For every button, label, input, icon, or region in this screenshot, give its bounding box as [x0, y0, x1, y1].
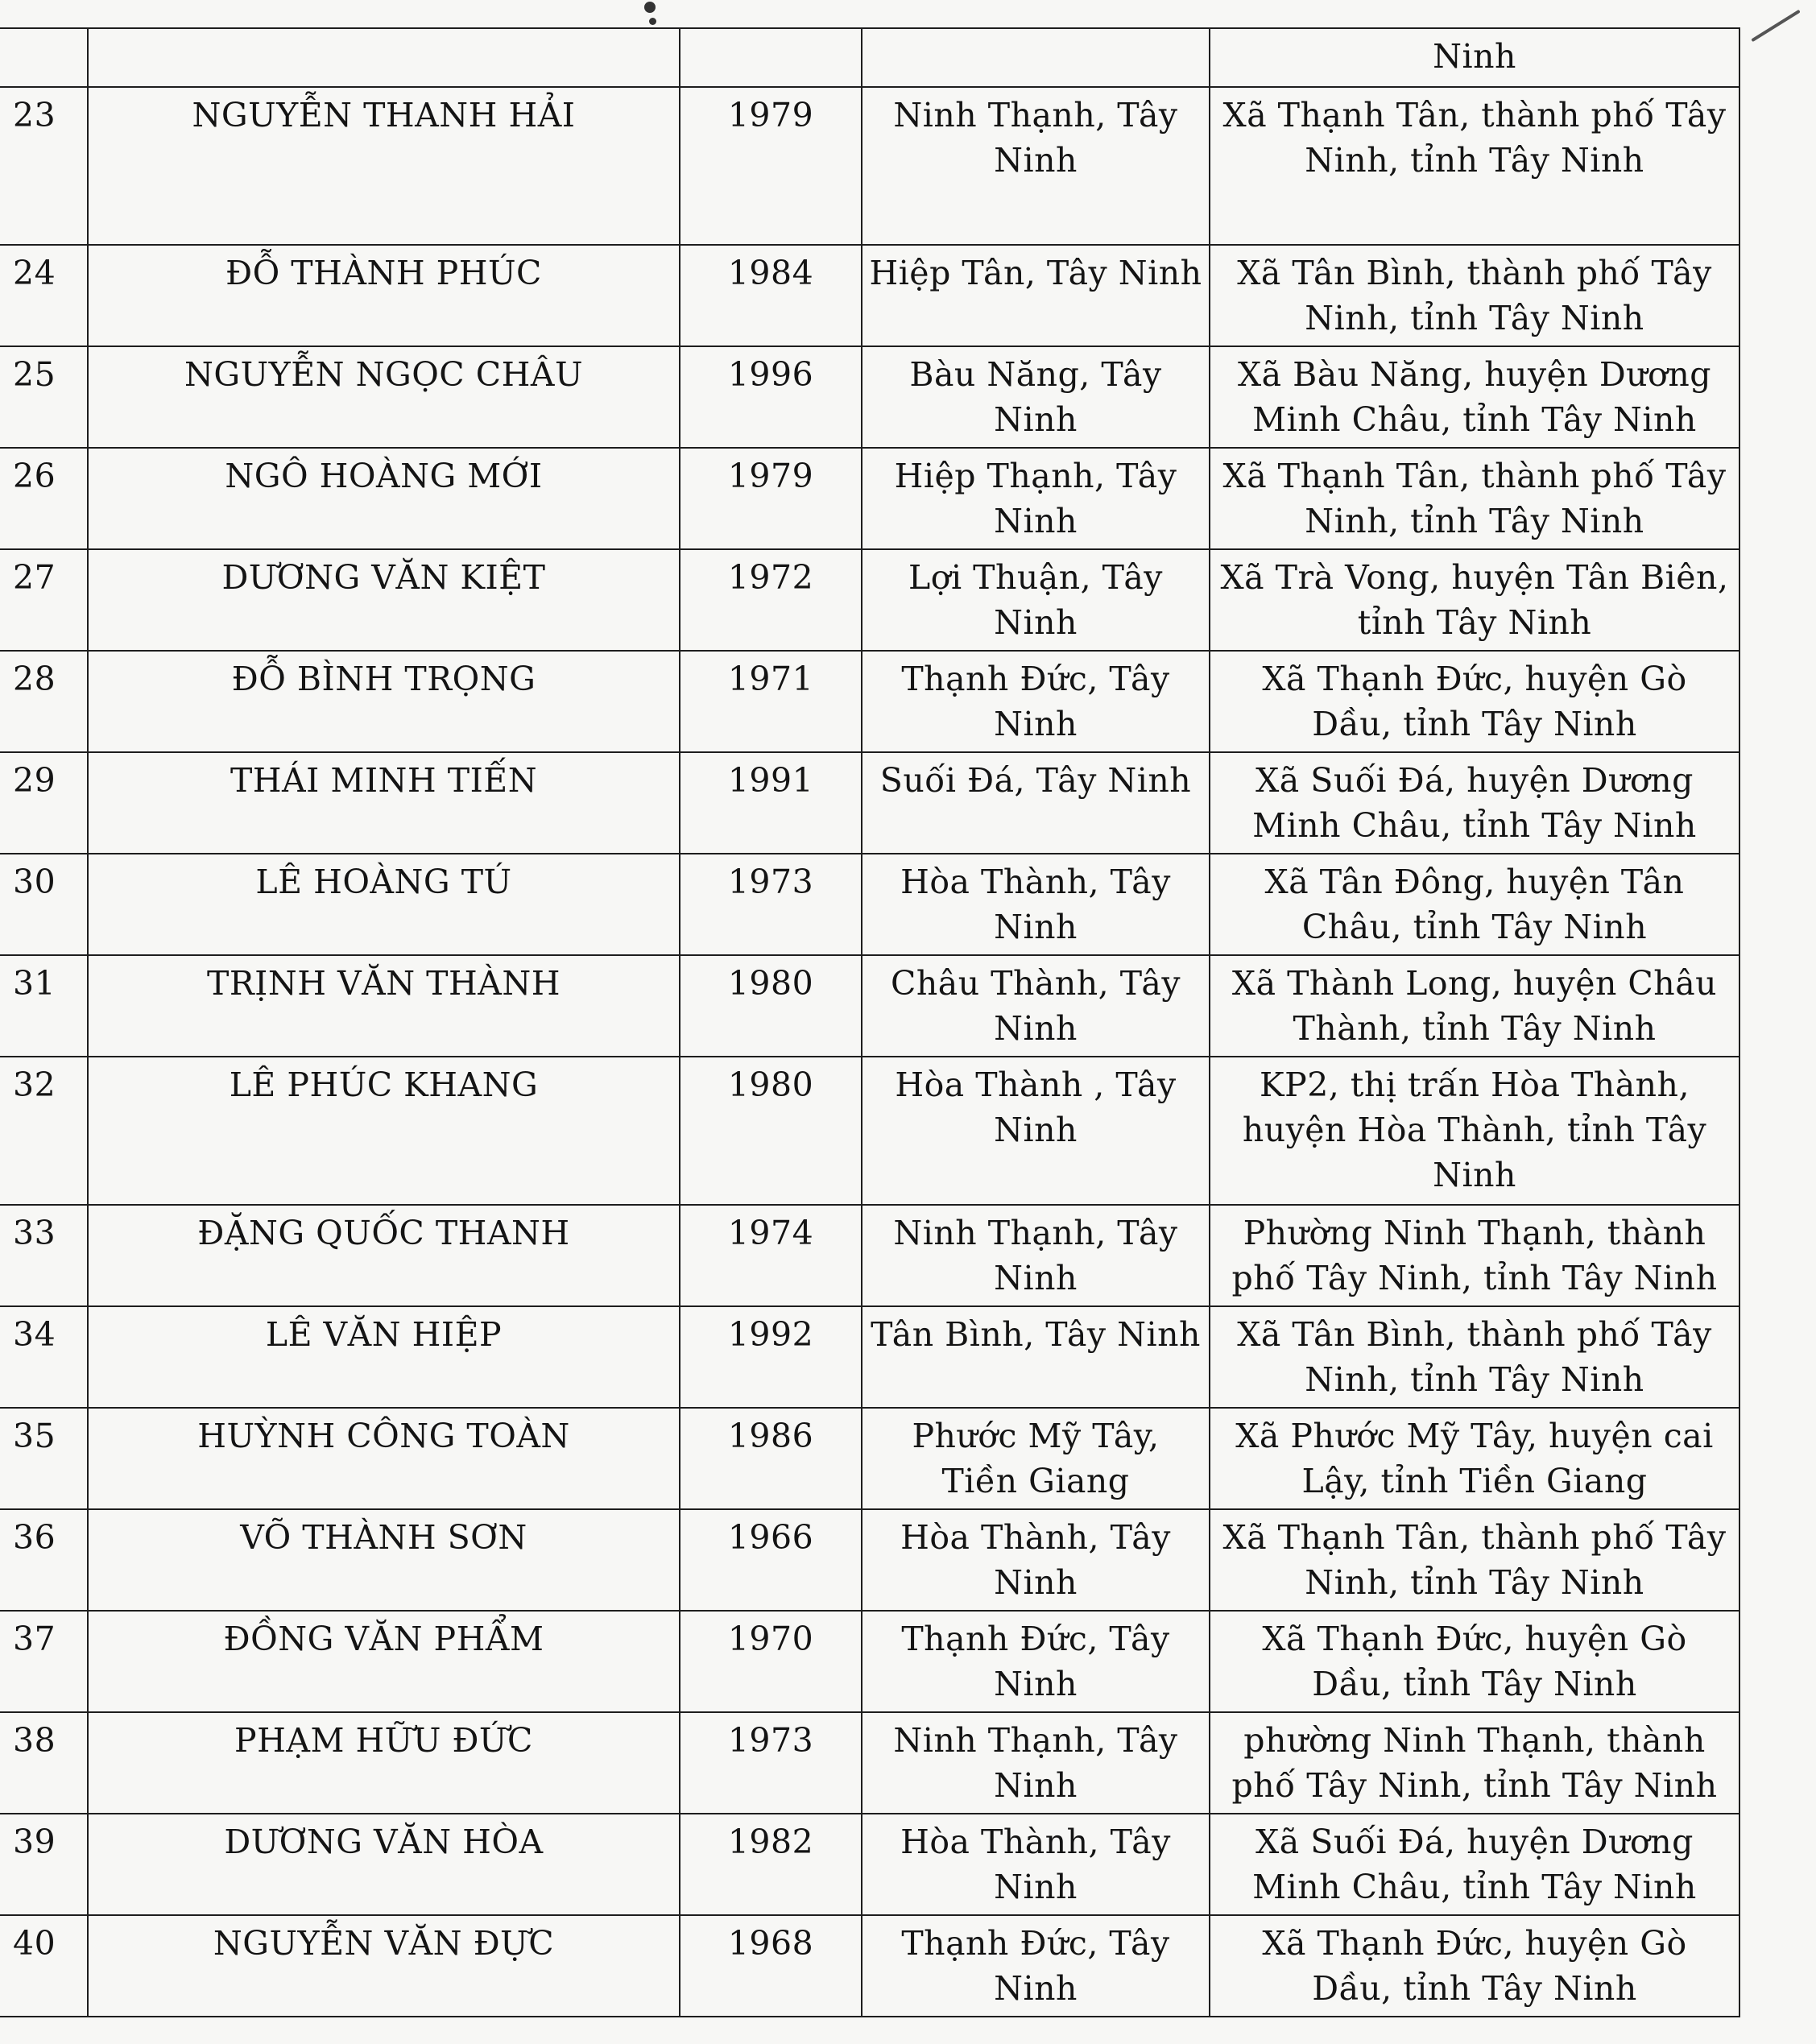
hometown: Hiệp Tân, Tây Ninh [862, 245, 1210, 346]
ink-speck [649, 18, 656, 25]
table-row [0, 1915, 1739, 2017]
hometown: Ninh Thạnh, Tây Ninh [862, 1205, 1210, 1306]
table-row [0, 1712, 1739, 1814]
table-row [0, 87, 1739, 245]
full-name: THÁI MINH TIẾN [88, 752, 680, 854]
residence-address: Xã Suối Đá, huyện Dương Minh Châu, tỉnh Tây Ninh [1210, 1814, 1739, 1915]
hometown: Châu Thành, Tây Ninh [862, 955, 1210, 1057]
hometown: Ninh Thạnh, Tây Ninh [862, 1712, 1210, 1814]
residence-address: Xã Thạnh Tân, thành phố Tây Ninh, tỉnh Tây Ninh [1210, 87, 1739, 245]
hometown: Hòa Thành, Tây Ninh [862, 1814, 1210, 1915]
residence-address: Ninh [1210, 28, 1739, 87]
table-row [0, 245, 1739, 346]
table-row [0, 1057, 1739, 1205]
row-number: 36 [0, 1509, 88, 1611]
full-name: NGUYỄN VĂN ĐỰC [88, 1915, 680, 2017]
table-row [0, 1509, 1739, 1611]
hometown: Hòa Thành, Tây Ninh [862, 854, 1210, 955]
residence-address: Xã Suối Đá, huyện Dương Minh Châu, tỉnh Tây Ninh [1210, 752, 1739, 854]
row-number: 28 [0, 651, 88, 752]
residence-address: Xã Thạnh Đức, huyện Gò Dầu, tỉnh Tây Ninh [1210, 651, 1739, 752]
table-row [0, 28, 1739, 87]
table-row [0, 955, 1739, 1057]
row-number: 30 [0, 854, 88, 955]
hometown: Thạnh Đức, Tây Ninh [862, 1915, 1210, 2017]
full-name: HUỲNH CÔNG TOÀN [88, 1408, 680, 1509]
row-number: 32 [0, 1057, 88, 1205]
row-number: 37 [0, 1611, 88, 1712]
residence-address: KP2, thị trấn Hòa Thành, huyện Hòa Thành, tỉnh Tây Ninh [1210, 1057, 1739, 1205]
row-number: 35 [0, 1408, 88, 1509]
birth-year: 1972 [680, 549, 862, 651]
hometown: Bàu Năng, Tây Ninh [862, 346, 1210, 448]
row-number: 40 [0, 1915, 88, 2017]
residence-address: Xã Bàu Năng, huyện Dương Minh Châu, tỉnh Tây Ninh [1210, 346, 1739, 448]
table-row [0, 549, 1739, 651]
full-name: DƯƠNG VĂN HÒA [88, 1814, 680, 1915]
birth-year: 1968 [680, 1915, 862, 2017]
birth-year: 1984 [680, 245, 862, 346]
birth-year: 1986 [680, 1408, 862, 1509]
hometown: Hiệp Thạnh, Tây Ninh [862, 448, 1210, 549]
residence-address: Phường Ninh Thạnh, thành phố Tây Ninh, tỉnh Tây Ninh [1210, 1205, 1739, 1306]
row-number: 29 [0, 752, 88, 854]
full-name: LÊ VĂN HIỆP [88, 1306, 680, 1408]
birth-year [680, 28, 862, 87]
full-name: NGUYỄN NGỌC CHÂU [88, 346, 680, 448]
birth-year: 1970 [680, 1611, 862, 1712]
table-row [0, 448, 1739, 549]
ink-speck [644, 2, 656, 13]
birth-year: 1973 [680, 854, 862, 955]
table-row [0, 1611, 1739, 1712]
birth-year: 1982 [680, 1814, 862, 1915]
table-row [0, 346, 1739, 448]
row-number: 26 [0, 448, 88, 549]
hometown: Ninh Thạnh, Tây Ninh [862, 87, 1210, 245]
table-row [0, 1306, 1739, 1408]
table-row [0, 854, 1739, 955]
row-number: 24 [0, 245, 88, 346]
hometown: Thạnh Đức, Tây Ninh [862, 651, 1210, 752]
full-name: VÕ THÀNH SƠN [88, 1509, 680, 1611]
residence-address: Xã Thạnh Đức, huyện Gò Dầu, tỉnh Tây Ninh [1210, 1611, 1739, 1712]
birth-year: 1971 [680, 651, 862, 752]
birth-year: 1974 [680, 1205, 862, 1306]
residence-address: Xã Phước Mỹ Tây, huyện cai Lậy, tỉnh Tiền Giang [1210, 1408, 1739, 1509]
birth-year: 1996 [680, 346, 862, 448]
birth-year: 1980 [680, 955, 862, 1057]
residence-address: Xã Thành Long, huyện Châu Thành, tỉnh Tây Ninh [1210, 955, 1739, 1057]
hometown: Phước Mỹ Tây, Tiền Giang [862, 1408, 1210, 1509]
row-number: 25 [0, 346, 88, 448]
hometown [862, 28, 1210, 87]
full-name [88, 28, 680, 87]
row-number: 31 [0, 955, 88, 1057]
full-name: NGUYỄN THANH HẢI [88, 87, 680, 245]
residence-address: Xã Tân Bình, thành phố Tây Ninh, tỉnh Tây Ninh [1210, 1306, 1739, 1408]
hometown: Lợi Thuận, Tây Ninh [862, 549, 1210, 651]
hometown: Suối Đá, Tây Ninh [862, 752, 1210, 854]
row-number: 23 [0, 87, 88, 245]
full-name: DƯƠNG VĂN KIỆT [88, 549, 680, 651]
residence-address: Xã Tân Đông, huyện Tân Châu, tỉnh Tây Ninh [1210, 854, 1739, 955]
full-name: NGÔ HOÀNG MỚI [88, 448, 680, 549]
table-row [0, 1408, 1739, 1509]
birth-year: 1992 [680, 1306, 862, 1408]
full-name: ĐỖ THÀNH PHÚC [88, 245, 680, 346]
birth-year: 1980 [680, 1057, 862, 1205]
row-number: 39 [0, 1814, 88, 1915]
row-number: 34 [0, 1306, 88, 1408]
full-name: PHẠM HỮU ĐỨC [88, 1712, 680, 1814]
residence-address: Xã Thạnh Tân, thành phố Tây Ninh, tỉnh Tây Ninh [1210, 448, 1739, 549]
birth-year: 1991 [680, 752, 862, 854]
table-row [0, 1205, 1739, 1306]
residence-address: Xã Tân Bình, thành phố Tây Ninh, tỉnh Tây Ninh [1210, 245, 1739, 346]
full-name: LÊ PHÚC KHANG [88, 1057, 680, 1205]
row-number: 38 [0, 1712, 88, 1814]
hometown: Hòa Thành, Tây Ninh [862, 1509, 1210, 1611]
residence-address: Xã Trà Vong, huyện Tân Biên, tỉnh Tây Ninh [1210, 549, 1739, 651]
row-number: 27 [0, 549, 88, 651]
pen-mark [1751, 10, 1800, 42]
residence-address: phường Ninh Thạnh, thành phố Tây Ninh, tỉnh Tây Ninh [1210, 1712, 1739, 1814]
birth-year: 1973 [680, 1712, 862, 1814]
table-row [0, 1814, 1739, 1915]
hometown: Thạnh Đức, Tây Ninh [862, 1611, 1210, 1712]
row-number [0, 28, 88, 87]
member-table [0, 27, 1740, 2017]
birth-year: 1966 [680, 1509, 862, 1611]
hometown: Tân Bình, Tây Ninh [862, 1306, 1210, 1408]
hometown: Hòa Thành , Tây Ninh [862, 1057, 1210, 1205]
row-number: 33 [0, 1205, 88, 1306]
table-row [0, 752, 1739, 854]
birth-year: 1979 [680, 448, 862, 549]
residence-address: Xã Thạnh Tân, thành phố Tây Ninh, tỉnh Tây Ninh [1210, 1509, 1739, 1611]
full-name: LÊ HOÀNG TÚ [88, 854, 680, 955]
residence-address: Xã Thạnh Đức, huyện Gò Dầu, tỉnh Tây Ninh [1210, 1915, 1739, 2017]
full-name: ĐỖ BÌNH TRỌNG [88, 651, 680, 752]
birth-year: 1979 [680, 87, 862, 245]
full-name: TRỊNH VĂN THÀNH [88, 955, 680, 1057]
full-name: ĐẶNG QUỐC THANH [88, 1205, 680, 1306]
full-name: ĐỒNG VĂN PHẨM [88, 1611, 680, 1712]
table-row [0, 651, 1739, 752]
